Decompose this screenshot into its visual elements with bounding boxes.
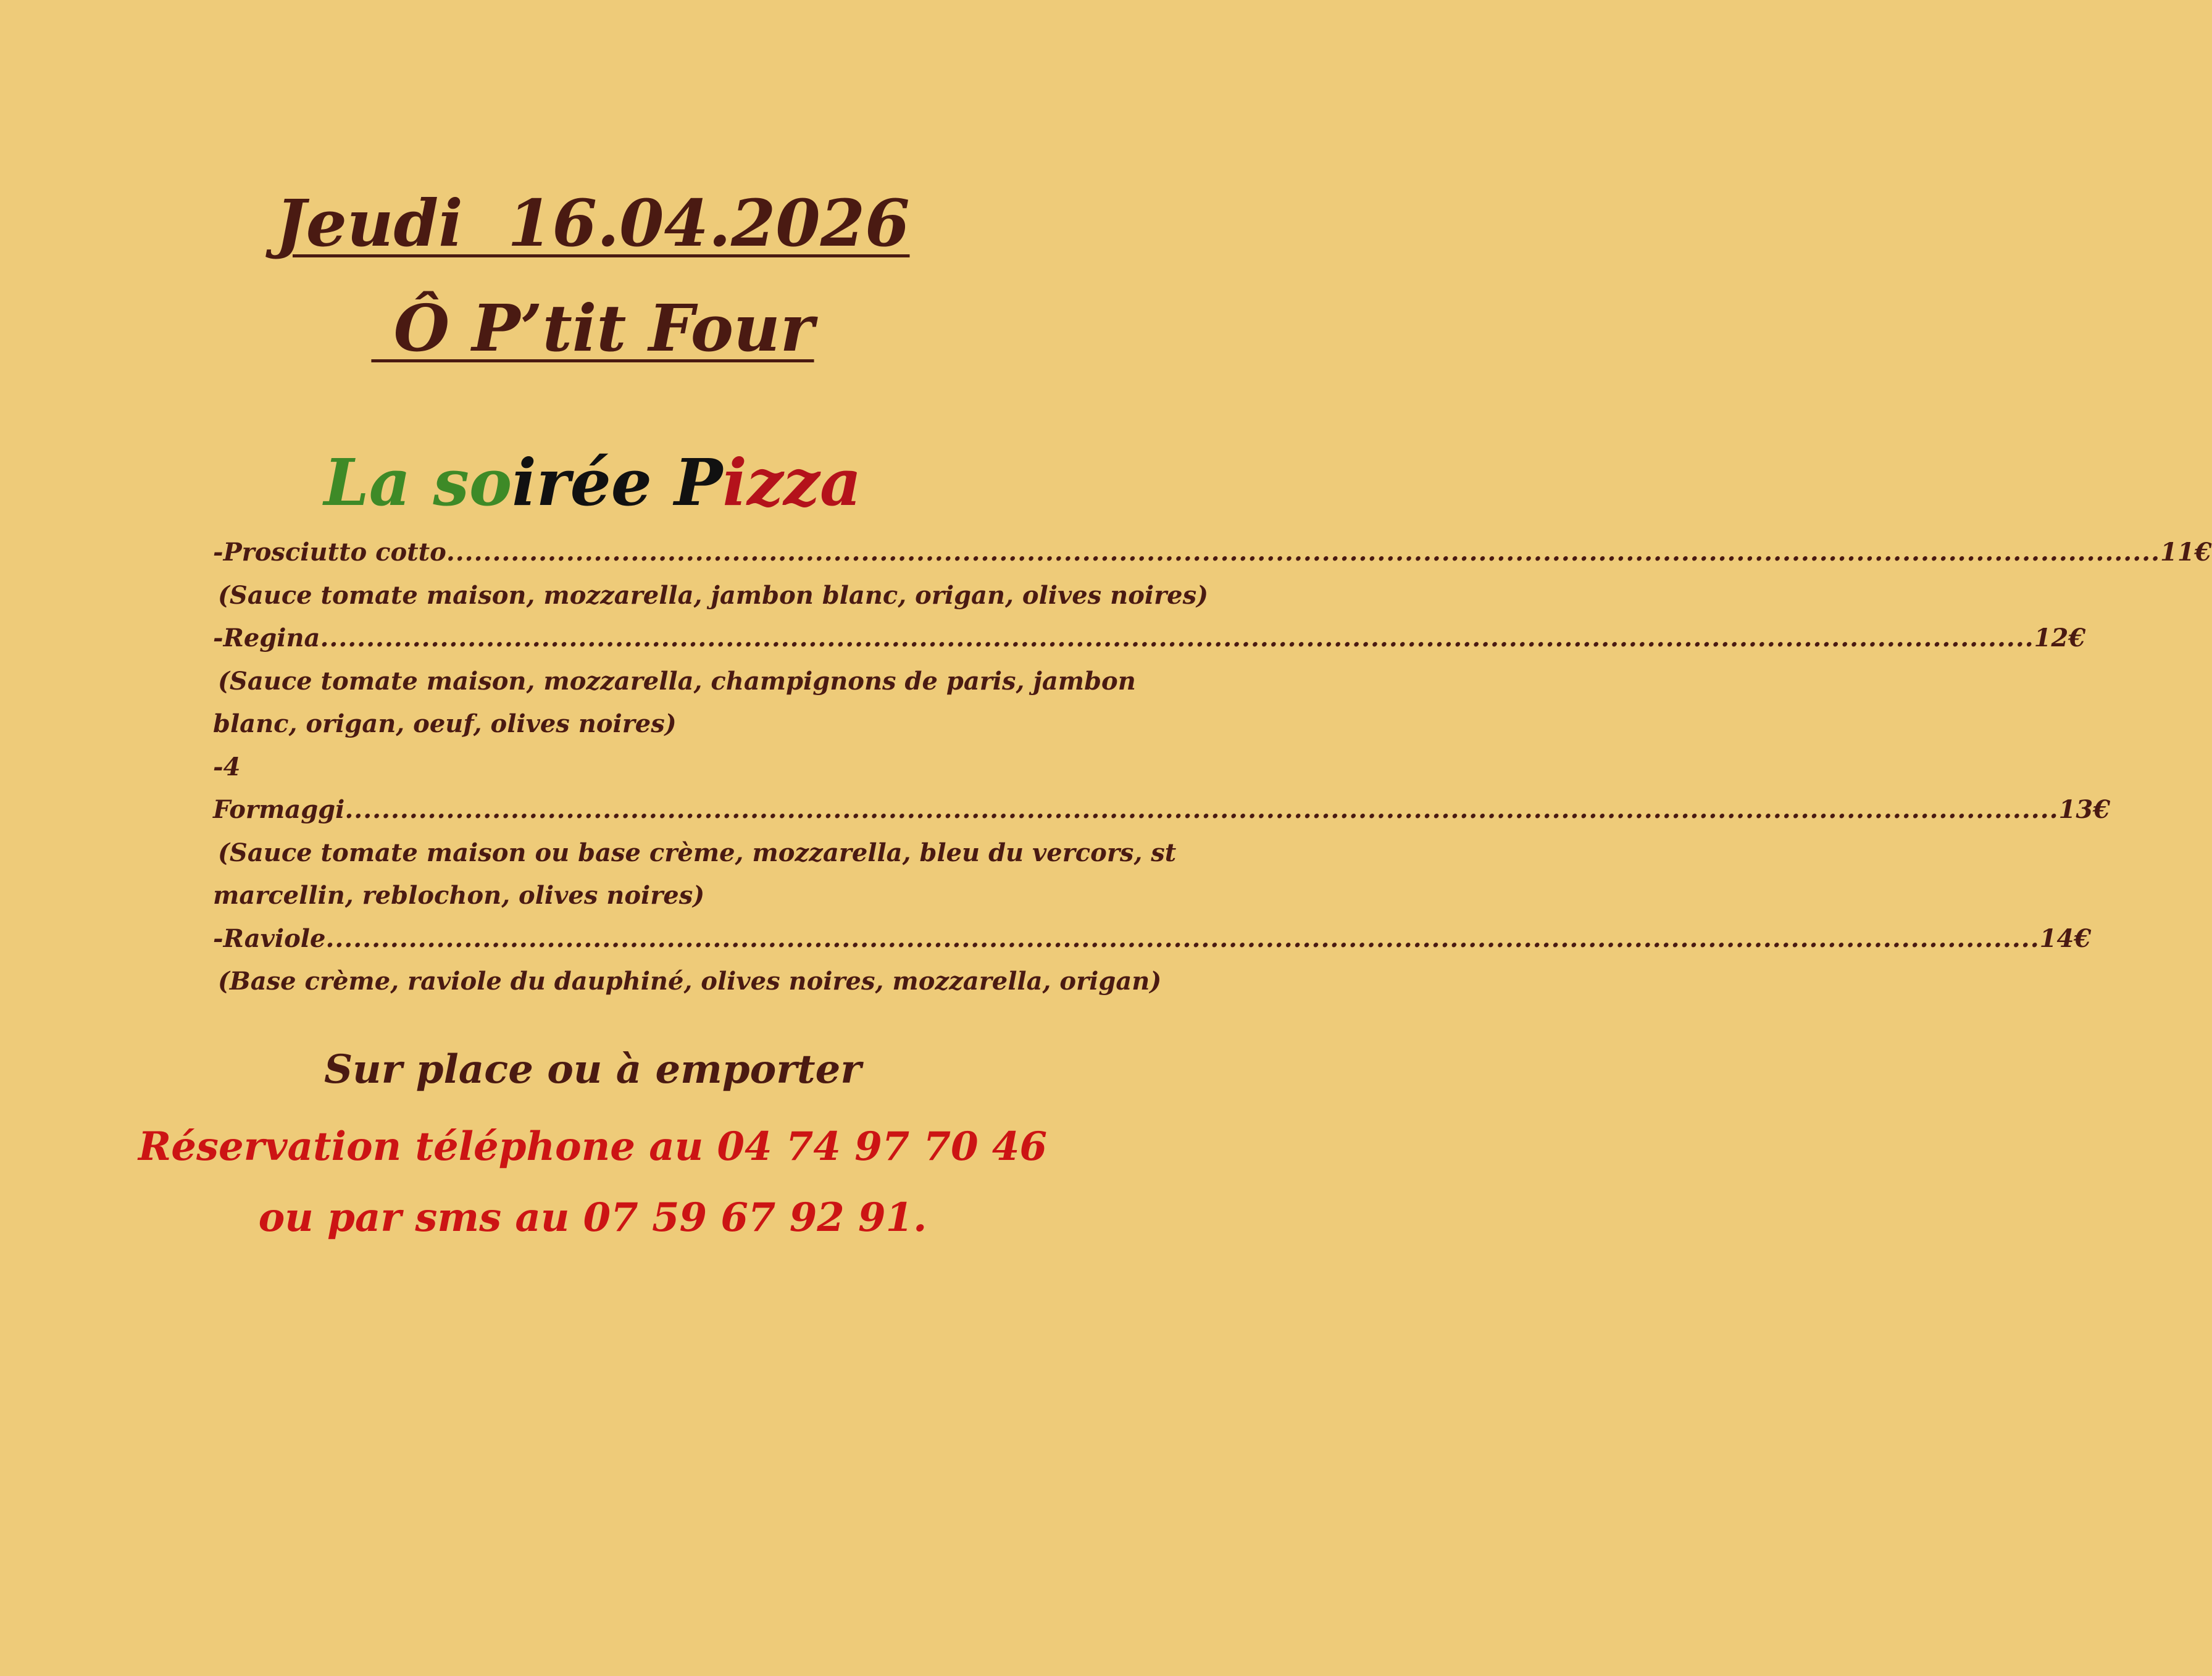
menu-item-name: -Regina: [213, 623, 320, 652]
leader-dots: ..........................................................................................................................................................................................: [344, 795, 2059, 824]
event-title-part: so: [433, 444, 512, 520]
menu-item-description: (Base crème, raviole du dauphiné, olives noires, mozzarella, origan): [218, 967, 1162, 996]
menu-item-description: blanc, origan, oeuf, olives noires): [213, 709, 677, 738]
menu-item-description: marcellin, reblochon, olives noires): [213, 881, 705, 910]
pizza-menu: [213, 531, 2212, 1003]
leader-dots: ..........................................................................................................................................................................................: [325, 923, 2040, 953]
event-title-part: La: [323, 444, 433, 520]
booking-sms: ou par sms au 07 59 67 92 91.: [258, 1194, 927, 1241]
menu-item-price: 14€: [2039, 923, 2092, 953]
leader-dots: ..........................................................................................................................................................................................: [320, 623, 2034, 652]
menu-item-row: [213, 531, 2212, 574]
menu-item-price: 12€: [2034, 623, 2086, 652]
menu-item-row: [213, 917, 2092, 961]
menu-item-name: -Prosciutto cotto: [213, 538, 446, 567]
serve-mode: Sur place ou à emporter: [323, 1046, 862, 1093]
event-date: Jeudi 16.04.2026: [275, 185, 910, 261]
booking-phone: Réservation téléphone au 04 74 97 70 46: [138, 1124, 1047, 1170]
event-title-part: P: [674, 444, 723, 520]
menu-item-row: [213, 788, 2111, 832]
leader-dots: ..........................................................................................................................................................................................: [446, 538, 2161, 567]
menu-item-name: -Raviole: [213, 923, 326, 953]
venue-name: Ô P’tit Four: [371, 290, 814, 366]
menu-item-row: [213, 617, 2086, 660]
menu-item-description: (Sauce tomate maison, mozzarella, champignons de paris, jambon: [218, 666, 1136, 696]
event-title: [0, 444, 1185, 520]
event-title-part: izza: [722, 444, 862, 520]
menu-item-price: 11€: [2160, 538, 2212, 567]
menu-item-description: (Sauce tomate maison ou base crème, mozzarella, bleu du vercors, st: [218, 838, 1177, 867]
menu-item-name: Formaggi: [213, 795, 345, 824]
event-title-part: irée: [512, 444, 675, 520]
menu-item-name-prefix: -4: [213, 752, 241, 782]
menu-item-description: (Sauce tomate maison, mozzarella, jambon blanc, origan, olives noires): [218, 580, 1209, 610]
menu-item-price: 13€: [2058, 795, 2111, 824]
